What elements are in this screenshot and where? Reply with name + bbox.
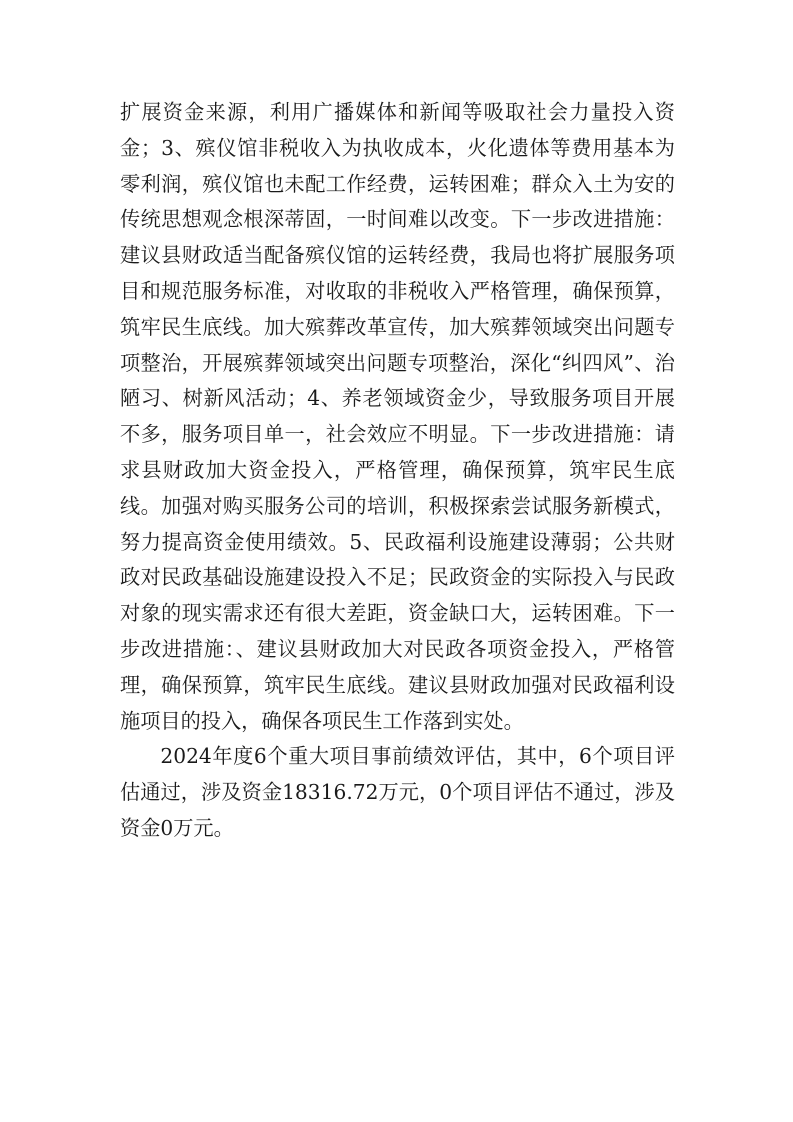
- body-paragraph-1: 扩展资金来源，利用广播媒体和新闻等吸取社会力量投入资金；3、殡仪馆非税收入为执收成本，火化遗体等费用基本为零利润，殡仪馆也未配工作经费，运转困难；群众入土为安的传统思想观念根深蒂固，一时间难以改变。下一步改进措施：建议县财政适当配备殡仪馆的运转经费，我局也将扩展服务项目和规范服务标准，对收取的非税收入严格管理，确保预算，筑牢民生底线。加大殡葬改革宣传，加大殡葬领域突出问题专项整治，开展殡葬领域突出问题专项整治，深化“纠四风”、治陋习、树新风活动；4、养老领域资金少，导致服务项目开展不多，服务项目单一，社会效应不明显。下一步改进措施：请求县财政加大资金投入，严格管理，确保预算，筑牢民生底线。加强对购买服务公司的培训，积极探索尝试服务新模式，努力提高资金使用绩效。5、民政福利设施建设薄弱；公共财政对民政基础设施建设投入不足；民政资金的实际投入与民政对象的现实需求还有很大差距，资金缺口大，运转困难。下一步改进措施：、建议县财政加大对民政各项资金投入，严格管理，确保预算，筑牢民生底线。建议县财政加强对民政福利设施项目的投入，确保各项民生工作落到实处。: [120, 100, 675, 733]
- body-paragraph-2: 2024年度6个重大项目事前绩效评估，其中，6个项目评估通过，涉及资金18316.72万元，0个项目评估不通过，涉及资金0万元。: [120, 744, 675, 840]
- document-page: [120, 95, 675, 847]
